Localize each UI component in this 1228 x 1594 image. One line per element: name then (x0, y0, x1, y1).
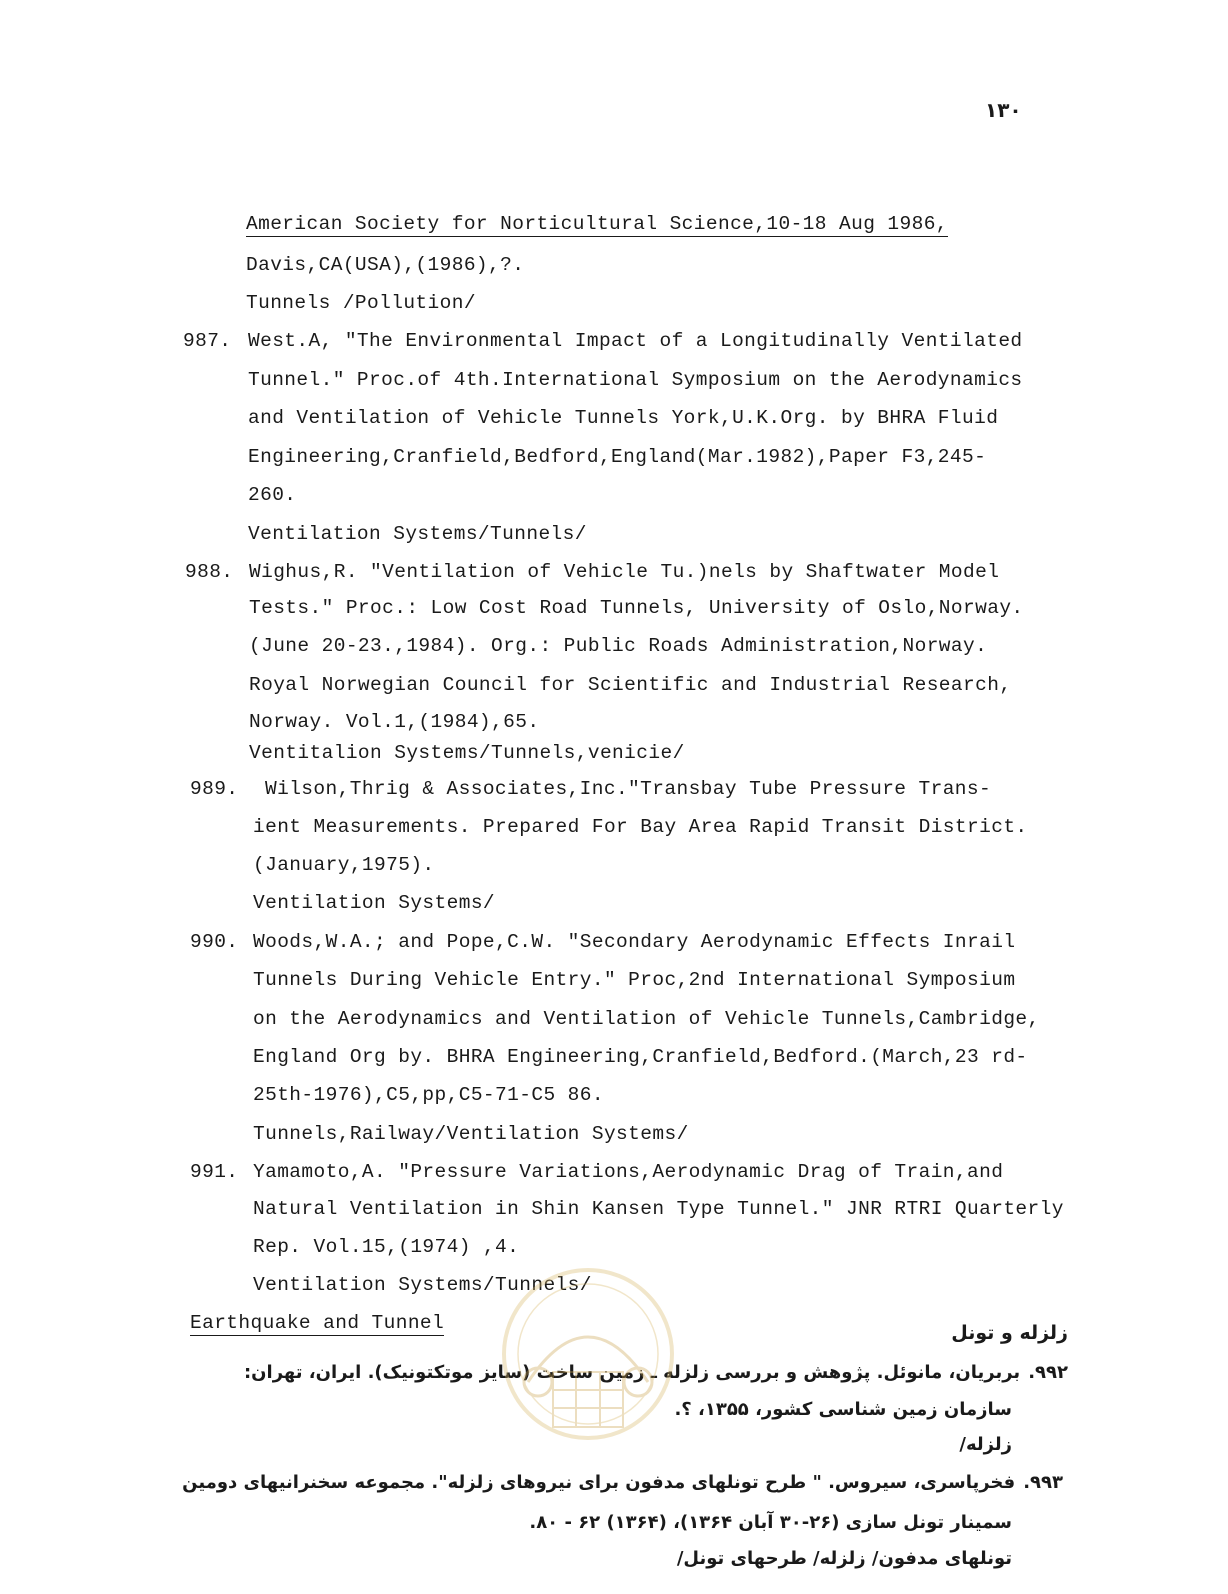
entry-number: 990. (190, 931, 239, 953)
entry-line: 260. (248, 484, 297, 506)
entry-line: 25th-1976),C5,pp,C5-71-C5 86. (253, 1084, 604, 1106)
entry-line: Wilson,Thrig & Associates,Inc."Transbay Tube Pressure Trans- (265, 778, 992, 800)
entry-keywords: Ventilation Systems/Tunnels/ (248, 523, 587, 545)
persian-entry-line: سمینار تونل سازی (۲۶-۳۰ آبان ۱۳۶۴)، (۱۳۶۴) ۶۲ - ۸۰. (529, 1512, 1012, 1533)
entry-line: Yamamoto,A. "Pressure Variations,Aerodynamic Drag of Train,and (253, 1161, 1004, 1183)
entry-line: (June 20-23.,1984). Org.: Public Roads Administration,Norway. (249, 635, 988, 657)
entry-line: Woods,W.A.; and Pope,C.W. "Secondary Aerodynamic Effects Inrail (253, 931, 1016, 953)
entry-keywords: Ventilation Systems/Tunnels/ (253, 1274, 592, 1296)
persian-entry-line: سازمان زمین شناسی کشور، ۱۳۵۵، ؟. (674, 1399, 1012, 1420)
persian-entry-number: ۹۹۳. (1023, 1472, 1063, 1493)
entry-line: Tests." Proc.: Low Cost Road Tunnels, University of Oslo,Norway. (249, 597, 1024, 619)
persian-entry-keywords: تونلهای مدفون/ زلزله/ طرحهای تونل/ (676, 1548, 1012, 1569)
entry-line: on the Aerodynamics and Ventilation of Vehicle Tunnels,Cambridge, (253, 1008, 1040, 1030)
entry-keywords: Ventilation Systems/ (253, 892, 496, 914)
persian-entry-line: ۹۹۳.فخرپاسری، سیروس. " طرح تونلهای مدفون برای نیروهای زلزله". مجموعه سخنرانیهای دومین (182, 1472, 1063, 1493)
section-title-persian: زلزله و تونل (951, 1322, 1068, 1344)
continuation-line-2: Davis,CA(USA),(1986),?. (246, 254, 525, 276)
page-number: ۱۳۰ (985, 98, 1022, 122)
persian-entry-keywords: زلزله/ (959, 1434, 1012, 1455)
entry-line: Engineering,Cranfield,Bedford,England(Mar.1982),Paper F3,245- (248, 446, 987, 468)
persian-entry-number: ۹۹۲. (1028, 1362, 1068, 1383)
entry-line: England Org by. BHRA Engineering,Cranfield,Bedford.(March,23 rd- (253, 1046, 1028, 1068)
entry-line: and Ventilation of Vehicle Tunnels York,U.K.Org. by BHRA Fluid (248, 407, 999, 429)
entry-number: 988. (185, 561, 234, 583)
entry-line: Tunnel." Proc.of 4th.International Symposium on the Aerodynamics (248, 369, 1023, 391)
entry-line: Tunnels During Vehicle Entry." Proc,2nd International Symposium (253, 969, 1016, 991)
entry-number: 991. (190, 1161, 239, 1183)
continuation-keywords: Tunnels /Pollution/ (246, 292, 476, 314)
entry-line: (January,1975). (253, 854, 435, 876)
watermark-stamp-icon (498, 1262, 678, 1452)
entry-number: 987. (183, 330, 232, 352)
entry-line: Norway. Vol.1,(1984),65. (249, 711, 540, 733)
entry-line: Natural Ventilation in Shin Kansen Type Tunnel." JNR RTRI Quarterly (253, 1198, 1064, 1220)
entry-line: ient Measurements. Prepared For Bay Area Rapid Transit District. (253, 816, 1028, 838)
entry-keywords: Tunnels,Railway/Ventilation Systems/ (253, 1123, 689, 1145)
entry-number: 989. (190, 778, 239, 800)
persian-entry-line: ۹۹۲.بربریان، مانوئل. پژوهش و بررسی زلزله ـ زمین ساخت (سایز موتکتونیک). ایران، تهران: (243, 1362, 1068, 1383)
entry-line: Wighus,R. "Ventilation of Vehicle Tu.)nels by Shaftwater Model (249, 561, 1000, 583)
continuation-line-1: American Society for Norticultural Science,10-18 Aug 1986, (246, 213, 948, 235)
entry-keywords: Ventitalion Systems/Tunnels,venicie/ (249, 742, 685, 764)
section-title-english: Earthquake and Tunnel (190, 1312, 445, 1334)
entry-line: West.A, "The Environmental Impact of a Longitudinally Ventilated (248, 330, 1023, 352)
entry-line: Rep. Vol.15,(1974) ,4. (253, 1236, 520, 1258)
entry-line: Royal Norwegian Council for Scientific and Industrial Research, (249, 674, 1012, 696)
